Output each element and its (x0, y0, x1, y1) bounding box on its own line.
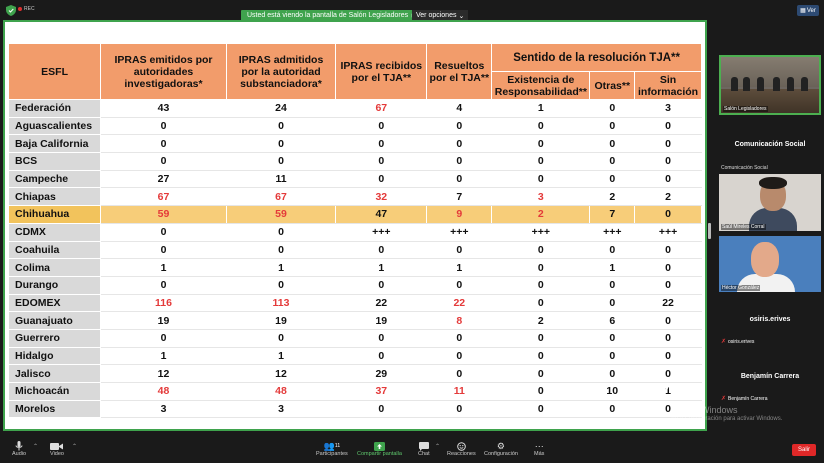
cell-emitidos: 0 (101, 135, 227, 153)
cell-sin-info: 1 (635, 383, 702, 401)
table-row (9, 206, 702, 224)
row-esfl-name: Chihuahua (9, 206, 101, 224)
cell-emitidos: 116 (101, 294, 227, 312)
cell-sin-info: 0 (635, 365, 702, 383)
table-row (9, 117, 702, 135)
cell-resueltos: 0 (427, 241, 492, 259)
cell-resueltos: 9 (427, 206, 492, 224)
cell-existencia: 0 (492, 329, 590, 347)
mic-muted-icon: ✗ (721, 396, 727, 402)
participant-label-comunicacion: Comunicación Social (721, 165, 768, 171)
cell-sin-info: +++ (635, 223, 702, 241)
cell-resueltos: 0 (427, 276, 492, 294)
cell-admitidos: 24 (226, 100, 335, 118)
view-button-label: Ver (806, 7, 816, 14)
table-row (9, 347, 702, 365)
cell-admitidos: 67 (226, 188, 335, 206)
reactions-icon (457, 441, 466, 451)
settings-button[interactable] (484, 441, 518, 457)
row-esfl-name: Campeche (9, 170, 101, 188)
row-esfl-name: Aguascalientes (9, 117, 101, 135)
table-row (9, 276, 702, 294)
participants-icon: 👥 11 (323, 440, 341, 451)
cell-sin-info: 0 (635, 241, 702, 259)
cell-recibidos: 0 (336, 170, 427, 188)
cell-admitidos: 0 (226, 329, 335, 347)
shared-screen (3, 20, 707, 431)
participant-label-benjamin: ✗ Benjamín Carrera (721, 395, 768, 402)
cell-recibidos: 0 (336, 241, 427, 259)
cell-existencia: 0 (492, 259, 590, 277)
cell-emitidos: 48 (101, 383, 227, 401)
table-row (9, 223, 702, 241)
table-row (9, 365, 702, 383)
security-shield-icon[interactable] (6, 5, 16, 16)
cell-otras: 0 (590, 100, 635, 118)
cell-admitidos: 0 (226, 153, 335, 171)
table-row (9, 312, 702, 330)
cell-emitidos: 27 (101, 170, 227, 188)
share-banner-text: Usted está viendo la pantalla de Salón Legisladores (247, 12, 409, 19)
share-screen-button[interactable] (357, 441, 402, 457)
cell-otras: 0 (590, 153, 635, 171)
participants-label: Participantes (316, 451, 348, 457)
cell-otras: 0 (590, 329, 635, 347)
cell-existencia: 1 (492, 100, 590, 118)
table-row (9, 100, 702, 118)
cell-recibidos: 0 (336, 117, 427, 135)
cell-resueltos: 7 (427, 188, 492, 206)
cell-resueltos: 0 (427, 329, 492, 347)
row-esfl-name: Chiapas (9, 188, 101, 206)
cell-otras: 0 (590, 276, 635, 294)
video-tile-saul[interactable] (719, 174, 821, 231)
watermark-line-2: Ve a Configuración para activar Windows. (671, 416, 783, 422)
cell-admitidos: 0 (226, 223, 335, 241)
cell-sin-info: 0 (635, 276, 702, 294)
cell-recibidos: 0 (336, 400, 427, 418)
mouse-cursor-icon (666, 383, 671, 392)
audio-label: Audio (12, 451, 27, 457)
cell-sin-info: 22 (635, 294, 702, 312)
row-esfl-name: Durango (9, 276, 101, 294)
chevron-down-icon: ⌄ (458, 12, 465, 20)
meeting-toolbar (0, 437, 824, 463)
cell-resueltos: 22 (427, 294, 492, 312)
cell-emitidos: 0 (101, 276, 227, 294)
cell-admitidos: 113 (226, 294, 335, 312)
cell-admitidos: 19 (226, 312, 335, 330)
cell-otras: 0 (590, 365, 635, 383)
cell-sin-info: 0 (635, 153, 702, 171)
cell-resueltos: 11 (427, 383, 492, 401)
video-tile-hector[interactable] (719, 236, 821, 292)
cell-existencia: 0 (492, 135, 590, 153)
table-row (9, 188, 702, 206)
header-ipras-recibidos: IPRAS recibidos por el TJA** (336, 44, 427, 100)
cell-resueltos: 4 (427, 100, 492, 118)
cell-emitidos: 0 (101, 329, 227, 347)
cell-resueltos: 0 (427, 365, 492, 383)
cell-otras: 1 (590, 259, 635, 277)
more-label: Más (534, 451, 545, 457)
row-esfl-name: Jalisco (9, 365, 101, 383)
cell-otras: +++ (590, 223, 635, 241)
cell-resueltos: 0 (427, 153, 492, 171)
table-row (9, 400, 702, 418)
cell-otras: 0 (590, 117, 635, 135)
microphone-icon (15, 441, 23, 451)
top-bar (0, 0, 824, 22)
table-row (9, 329, 702, 347)
cell-sin-info: 0 (635, 347, 702, 365)
table-row (9, 241, 702, 259)
header-sentido-resolucion: Sentido de la resolución TJA** (492, 44, 702, 72)
participants-button[interactable] (316, 441, 348, 457)
leave-label: Salir (797, 447, 810, 453)
video-button[interactable] (50, 441, 64, 457)
row-esfl-name: Baja California (9, 135, 101, 153)
row-esfl-name: Hidalgo (9, 347, 101, 365)
cell-emitidos: 0 (101, 223, 227, 241)
cell-existencia: 0 (492, 400, 590, 418)
cell-emitidos: 0 (101, 117, 227, 135)
header-otras: Otras** (590, 72, 635, 100)
row-esfl-name: Michoacán (9, 383, 101, 401)
row-esfl-name: Guerrero (9, 329, 101, 347)
cell-resueltos: 8 (427, 312, 492, 330)
recording-indicator (18, 6, 35, 12)
ipras-table (8, 43, 702, 418)
cell-admitidos: 59 (226, 206, 335, 224)
cell-admitidos: 12 (226, 365, 335, 383)
video-label: Video (50, 451, 64, 457)
cell-admitidos: 0 (226, 117, 335, 135)
view-button[interactable] (797, 5, 819, 16)
cell-otras: 0 (590, 241, 635, 259)
table-row (9, 153, 702, 171)
chat-button[interactable] (418, 441, 430, 457)
tile-name-salon: Salón Legisladores (724, 106, 767, 112)
table-row (9, 259, 702, 277)
row-esfl-name: Guanajuato (9, 312, 101, 330)
cell-sin-info: 0 (635, 170, 702, 188)
cell-otras: 0 (590, 135, 635, 153)
reactions-button[interactable] (447, 441, 476, 457)
settings-label: Configuración (484, 451, 518, 457)
watermark-line-1: Activar Windows (671, 405, 738, 415)
grid-icon: ▦ (800, 8, 806, 14)
header-ipras-admitidos: IPRAS admitidos por la autoridad substanciadora* (226, 44, 335, 100)
gear-icon: ⚙ (496, 440, 505, 451)
cell-emitidos: 12 (101, 365, 227, 383)
cell-otras: 0 (590, 347, 635, 365)
cell-existencia: 0 (492, 383, 590, 401)
cell-admitidos: 0 (226, 241, 335, 259)
participants-count: 11 (334, 442, 341, 449)
cell-existencia: 0 (492, 347, 590, 365)
participant-name-benjamin: Benjamín Carrera (740, 373, 800, 380)
cell-otras: 0 (590, 400, 635, 418)
cell-emitidos: 59 (101, 206, 227, 224)
cell-emitidos: 3 (101, 400, 227, 418)
cell-recibidos: 0 (336, 276, 427, 294)
mic-muted-icon: ✗ (721, 339, 727, 345)
cell-sin-info: 0 (635, 135, 702, 153)
chat-options-caret-icon[interactable]: ⌃ (435, 444, 441, 450)
video-options-caret-icon[interactable]: ⌃ (72, 444, 78, 450)
cell-sin-info: 0 (635, 259, 702, 277)
recording-label: REC (24, 6, 35, 12)
header-esfl: ESFL (9, 44, 101, 100)
cell-resueltos: 0 (427, 347, 492, 365)
cell-recibidos: 29 (336, 365, 427, 383)
cell-emitidos: 67 (101, 188, 227, 206)
row-esfl-name: Morelos (9, 400, 101, 418)
header-ipras-emitidos: IPRAS emitidos por autoridades investigadoras* (101, 44, 227, 100)
cell-resueltos: 0 (427, 170, 492, 188)
header-resueltos: Resueltos por el TJA** (427, 44, 492, 100)
cell-admitidos: 1 (226, 347, 335, 365)
cell-otras: 6 (590, 312, 635, 330)
chat-label: Chat (418, 451, 430, 457)
table-body (9, 100, 702, 418)
camera-icon (50, 441, 64, 451)
data-table-container (8, 43, 702, 418)
table-row (9, 294, 702, 312)
participant-label-osiris: ✗ osiris.erives (721, 338, 755, 345)
cell-resueltos: 0 (427, 400, 492, 418)
leave-meeting-button[interactable] (792, 444, 816, 456)
view-options-label: Ver opciones (416, 12, 457, 19)
cell-admitidos: 0 (226, 276, 335, 294)
cell-existencia: +++ (492, 223, 590, 241)
cell-recibidos: 47 (336, 206, 427, 224)
cell-recibidos: 1 (336, 259, 427, 277)
audio-options-caret-icon[interactable]: ⌃ (33, 444, 39, 450)
cell-sin-info: 2 (635, 188, 702, 206)
cell-admitidos: 0 (226, 135, 335, 153)
cell-emitidos: 43 (101, 100, 227, 118)
cell-sin-info: 0 (635, 329, 702, 347)
cell-existencia: 0 (492, 153, 590, 171)
cell-recibidos: 0 (336, 347, 427, 365)
record-dot-icon (18, 7, 22, 11)
cell-recibidos: +++ (336, 223, 427, 241)
cell-recibidos: 32 (336, 188, 427, 206)
cell-recibidos: 0 (336, 153, 427, 171)
table-row (9, 135, 702, 153)
row-esfl-name: Coahuila (9, 241, 101, 259)
cell-resueltos: 0 (427, 117, 492, 135)
cell-emitidos: 0 (101, 153, 227, 171)
participant-name-osiris: osiris.erives (749, 316, 791, 323)
cell-resueltos: 0 (427, 135, 492, 153)
cell-recibidos: 19 (336, 312, 427, 330)
cell-existencia: 0 (492, 170, 590, 188)
cell-admitidos: 48 (226, 383, 335, 401)
cell-sin-info: 0 (635, 312, 702, 330)
cell-resueltos: +++ (427, 223, 492, 241)
row-esfl-name: BCS (9, 153, 101, 171)
participants-panel (713, 22, 824, 432)
more-dots-icon: ⋯ (534, 440, 544, 451)
cell-otras: 2 (590, 188, 635, 206)
video-tile-salon[interactable] (719, 55, 821, 115)
cell-recibidos: 37 (336, 383, 427, 401)
cell-admitidos: 1 (226, 259, 335, 277)
cell-existencia: 2 (492, 312, 590, 330)
cell-emitidos: 0 (101, 241, 227, 259)
header-existencia: Existencia de Responsabilidad** (492, 72, 590, 100)
participant-name-comunicacion: Comunicación Social (734, 141, 806, 148)
cell-existencia: 0 (492, 294, 590, 312)
cell-sin-info: 0 (635, 117, 702, 135)
split-view-handle[interactable] (708, 223, 711, 239)
row-esfl-name: EDOMEX (9, 294, 101, 312)
cell-emitidos: 1 (101, 259, 227, 277)
header-sin-informacion: Sin información (635, 72, 702, 100)
cell-existencia: 3 (492, 188, 590, 206)
cell-otras: 10 (590, 383, 635, 401)
cell-recibidos: 22 (336, 294, 427, 312)
cell-existencia: 0 (492, 365, 590, 383)
row-esfl-name: Federación (9, 100, 101, 118)
cell-existencia: 2 (492, 206, 590, 224)
share-screen-label: Compartir pantalla (357, 451, 402, 457)
cell-otras: 7 (590, 206, 635, 224)
row-esfl-name: CDMX (9, 223, 101, 241)
cell-otras: 0 (590, 294, 635, 312)
share-screen-icon (374, 441, 385, 451)
tile-name-hector: Héctor González (722, 285, 760, 291)
cell-existencia: 0 (492, 276, 590, 294)
cell-recibidos: 67 (336, 100, 427, 118)
cell-sin-info: 0 (635, 206, 702, 224)
table-row (9, 383, 702, 401)
tile-name-saul: Saúl Mireles Corral (722, 224, 765, 230)
cell-emitidos: 19 (101, 312, 227, 330)
cell-sin-info: 0 (635, 400, 702, 418)
reactions-label: Reacciones (447, 451, 476, 457)
cell-existencia: 0 (492, 117, 590, 135)
row-esfl-name: Colima (9, 259, 101, 277)
cell-recibidos: 0 (336, 135, 427, 153)
cell-admitidos: 3 (226, 400, 335, 418)
cell-existencia: 0 (492, 241, 590, 259)
chat-bubble-icon (419, 441, 429, 451)
audio-button[interactable] (12, 441, 26, 457)
more-button[interactable] (534, 441, 544, 457)
cell-emitidos: 1 (101, 347, 227, 365)
cell-recibidos: 0 (336, 329, 427, 347)
windows-activation-watermark (671, 405, 782, 422)
cell-admitidos: 11 (226, 170, 335, 188)
cell-otras: 0 (590, 170, 635, 188)
cell-resueltos: 1 (427, 259, 492, 277)
cell-sin-info: 3 (635, 100, 702, 118)
table-row (9, 170, 702, 188)
